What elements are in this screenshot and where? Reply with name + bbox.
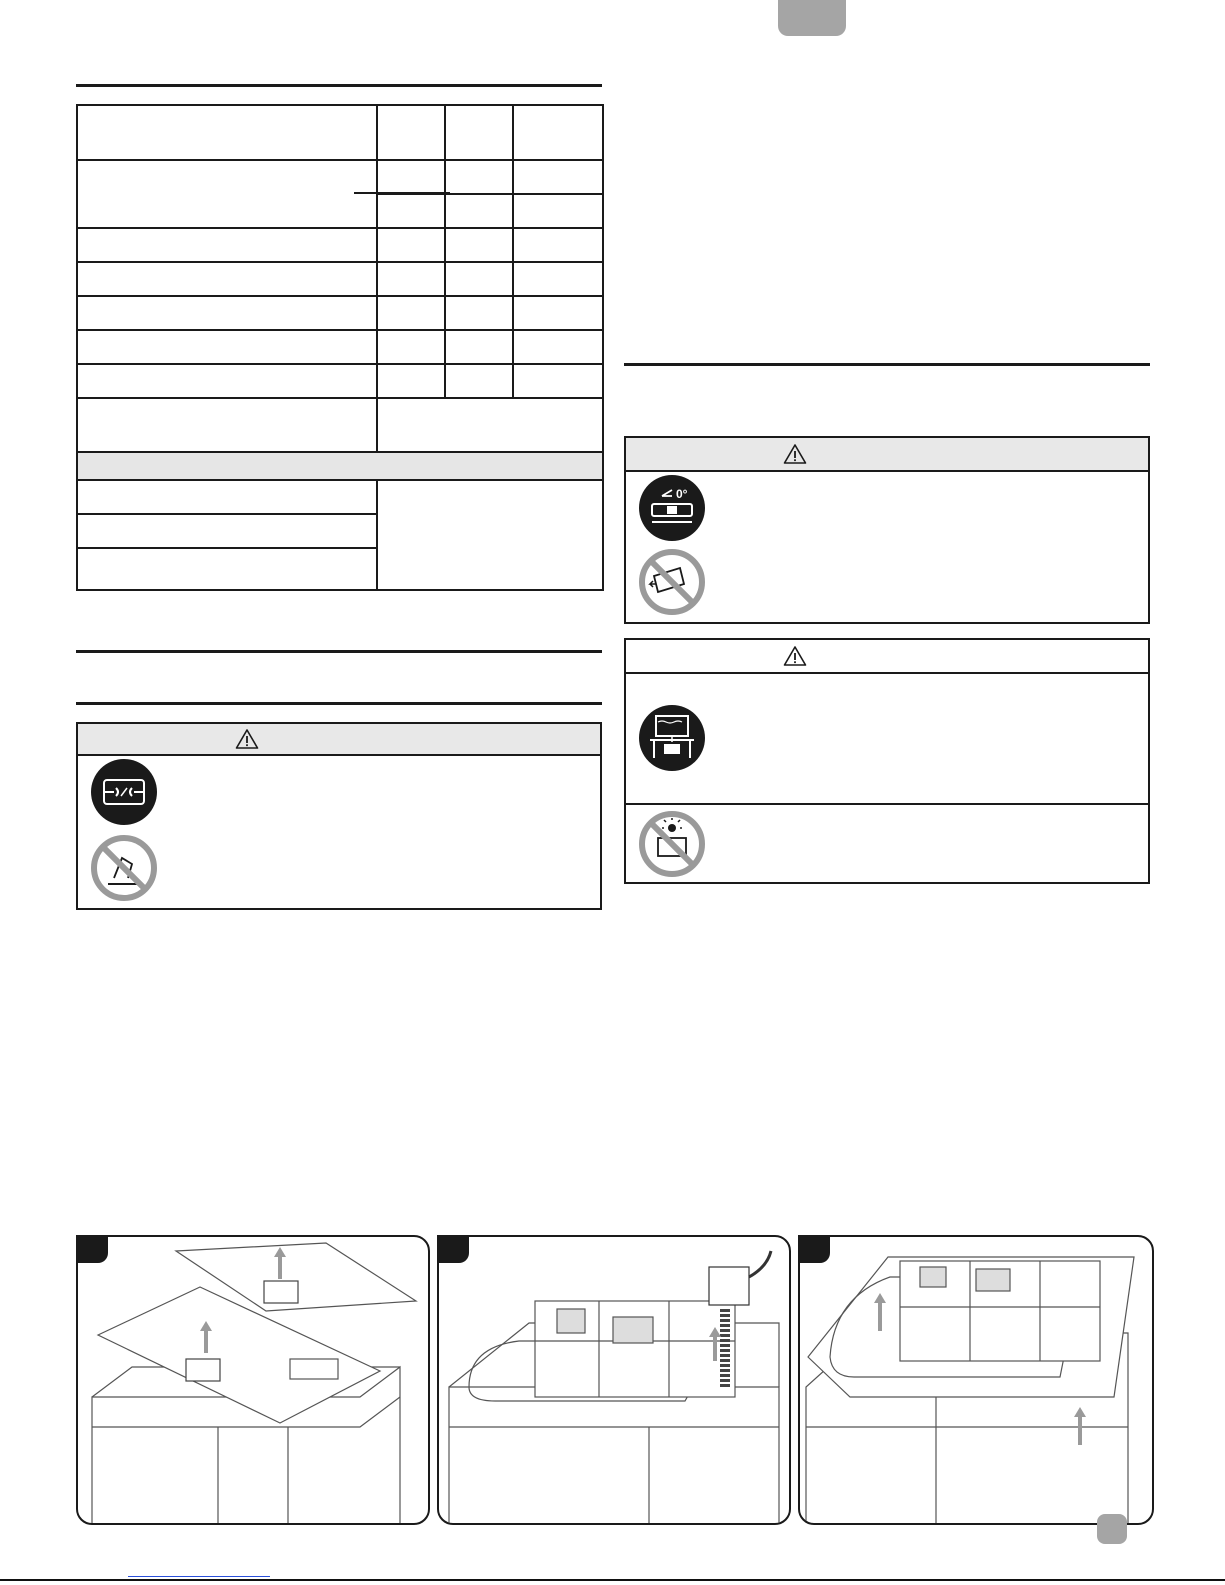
stable-support-ok-icon — [638, 704, 706, 772]
table-cell — [445, 160, 513, 194]
table-cell — [77, 398, 377, 452]
table-cell — [513, 296, 603, 330]
table-cell — [377, 105, 445, 160]
table-cell — [513, 262, 603, 296]
table-cell — [377, 364, 445, 398]
table-row — [77, 296, 603, 330]
table-cell — [377, 228, 445, 262]
no-tilted-aquarium-icon — [638, 548, 706, 616]
table-row — [77, 364, 603, 398]
step-panel-2 — [437, 1235, 791, 1525]
table-cell — [445, 330, 513, 364]
lift-filter-frame-icon — [800, 1237, 1152, 1523]
table-header-row — [77, 105, 603, 160]
two-hands-carry-icon — [90, 758, 158, 826]
table-cell — [77, 452, 603, 480]
warning-triangle-icon — [235, 728, 259, 750]
table-cell — [445, 364, 513, 398]
warning-header — [78, 724, 600, 756]
no-direct-sunlight-icon — [638, 810, 706, 878]
table-cell — [377, 480, 603, 590]
table-cell — [77, 548, 377, 590]
table-cell — [513, 160, 603, 194]
table-cell — [77, 364, 377, 398]
table-cell — [377, 194, 445, 228]
level-zero-degree-icon — [638, 474, 706, 542]
specifications-table — [76, 104, 604, 591]
table-cell — [77, 514, 377, 548]
warning-box-handling — [76, 722, 602, 910]
table-cell — [513, 330, 603, 364]
table-cell — [513, 194, 603, 228]
table-row — [77, 330, 603, 364]
warning-triangle-icon — [783, 443, 807, 465]
section-rule-handling — [76, 702, 602, 705]
table-cell — [445, 194, 513, 228]
warning-box-level — [624, 436, 1150, 624]
sub-row-divider — [354, 192, 450, 194]
table-row — [77, 398, 603, 452]
section-rule-safety — [76, 650, 602, 653]
svg-text:0°: 0° — [676, 487, 688, 501]
table-cell — [77, 330, 377, 364]
step-panel-1 — [76, 1235, 430, 1525]
language-tab — [778, 0, 846, 36]
warning-header — [626, 438, 1148, 472]
table-cell — [77, 105, 377, 160]
no-lean-on-glass-icon — [90, 834, 158, 902]
table-cell — [77, 296, 377, 330]
table-cell — [513, 105, 603, 160]
step-number-tab — [76, 1235, 108, 1263]
table-cell — [445, 296, 513, 330]
section-rule-specs — [76, 84, 602, 87]
table-cell — [77, 262, 377, 296]
step-panel-3 — [798, 1235, 1154, 1525]
table-cell — [513, 228, 603, 262]
table-cell — [377, 330, 445, 364]
footer-rule — [0, 1579, 1225, 1581]
table-cell — [445, 105, 513, 160]
section-rule-placement — [624, 363, 1150, 366]
step-number-tab — [798, 1235, 830, 1263]
warning-triangle-icon — [783, 645, 807, 667]
table-cell — [77, 160, 377, 228]
warning-header — [626, 640, 1148, 674]
table-cell — [445, 262, 513, 296]
warning-box-load — [624, 638, 1150, 884]
table-row — [77, 262, 603, 296]
page-number-tab — [1097, 1514, 1127, 1544]
table-cell — [445, 228, 513, 262]
table-cell — [377, 262, 445, 296]
table-cell — [377, 398, 603, 452]
footer-link-underline[interactable] — [128, 1576, 270, 1577]
table-cell — [77, 228, 377, 262]
step-number-tab — [437, 1235, 469, 1263]
table-cell — [377, 296, 445, 330]
warning-divider — [626, 803, 1148, 805]
table-section-header-row — [77, 452, 603, 480]
table-cell — [513, 364, 603, 398]
remove-filter-pump-icon — [439, 1237, 789, 1523]
table-row — [77, 228, 603, 262]
table-cell — [377, 160, 445, 194]
table-cell — [77, 480, 377, 514]
remove-lid-covers-icon — [78, 1237, 428, 1523]
table-row — [77, 480, 603, 514]
table-row — [77, 160, 603, 194]
